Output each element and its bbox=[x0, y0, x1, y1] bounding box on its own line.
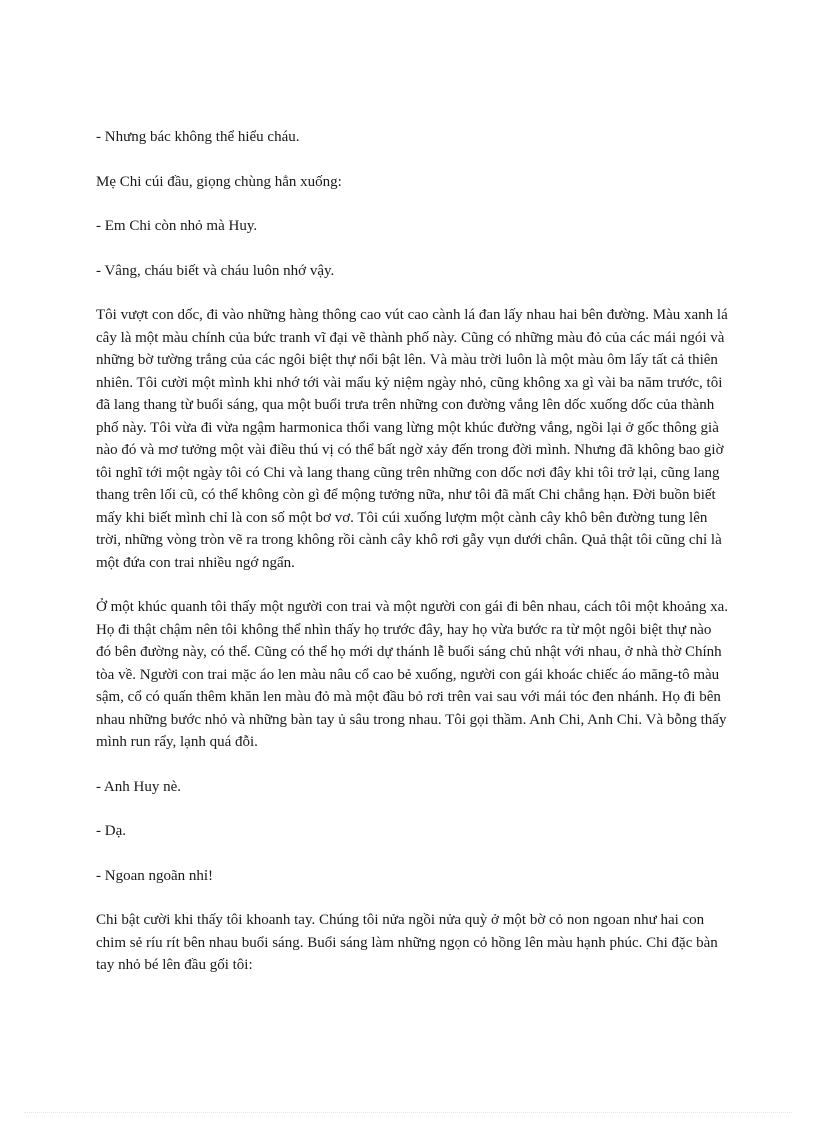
narrative-paragraph: Chi bật cười khi thấy tôi khoanh tay. Chúng tôi nửa ngồi nửa quỳ ở một bờ cỏ non ngoan như hai con chim sẻ ríu rít bên nhau buổi sáng. Buổi sáng làm những ngọn cỏ hồng lên màu hạnh phúc. Chi đặc bàn tay nhỏ bé lên đầu gối tôi: bbox=[96, 912, 718, 973]
dialogue-line: - Dạ. bbox=[96, 823, 126, 839]
dialogue-line: - Ngoan ngoãn nhỉ! bbox=[96, 867, 214, 884]
narration-line: Mẹ Chi cúi đầu, giọng chùng hẳn xuống: bbox=[96, 173, 342, 190]
dialogue-line: - Anh Huy nè. bbox=[96, 778, 181, 795]
narrative-paragraph: Tôi vượt con dốc, đi vào những hàng thông cao vút cao cành lá đan lấy nhau hai bên đường. Màu xanh lá cây là một màu chính của bức tranh vĩ đại vẽ thành phố này. Cũng có những màu đỏ của các mái ngói và những bờ tường trắng của các ngôi biệt thự nổi bật lên. Và màu trời luôn là một màu ôm lấy tất cả thiên nhiên. Tôi cười một mình khi nhớ tới vài mẩu kỷ niệm ngày nhỏ, cũng không xa gì vài ba năm trước, tôi đã lang thang từ buổi sáng, qua một buổi trưa trên những con đường vắng lên dốc xuống dốc của thành phố này. Tôi vừa đi vừa ngậm harmonica thổi vang lừng một khúc đường vắng, ngồi lại ở gốc thông già nào đó và mơ tưởng một vài điều thú vị có thể bất ngờ xảy đến trong đời mình. Nhưng đã không bao giờ tôi nghĩ tới một ngày tôi có Chi và lang thang cũng trên những con dốc nơi đây khi tôi trở lại, cũng lang thang trên lối cũ, có thể không còn gì để mộng tưởng nữa, như tôi đã mất Chi chẳng hạn. Đời buồn biết mấy khi biết mình chỉ là con số một bơ vơ. Tôi cúi xuống lượm một cành cây khô bên đường tung lên trời, những vòng tròn vẽ ra trong không rồi cành cây khô rơi gẫy vụn dưới chân. Quả thật tôi cũng chỉ là một đứa con trai nhiều ngớ ngẩn. bbox=[96, 307, 728, 571]
page-bottom-divider bbox=[24, 1112, 792, 1113]
document-body bbox=[96, 126, 728, 999]
dialogue-line: - Nhưng bác không thể hiểu cháu. bbox=[96, 129, 300, 145]
narrative-paragraph: Ở một khúc quanh tôi thấy một người con trai và một người con gái đi bên nhau, cách tôi một khoảng xa. Họ đi thật chậm nên tôi không thể nhìn thấy họ trước đây, hay họ vừa bước ra từ một ngôi biệt thự nào đó bên đường này, có thể. Cũng có thể họ mới dự thánh lễ buổi sáng chủ nhật với nhau, ở nhà thờ Chính tòa về. Người con trai mặc áo len màu nâu cổ cao bẻ xuống, người con gái khoác chiếc áo măng-tô màu sậm, cổ có quấn thêm khăn len màu đỏ mà một đầu bỏ rơi trên vai sau với mái tóc đen nhánh. Họ đi bên nhau những bước nhỏ và những bàn tay ủ sâu trong nhau. Tôi gọi thầm. Anh Chi, Anh Chi. Và bỗng thấy mình run rẩy, lạnh quá đỗi. bbox=[96, 599, 728, 750]
dialogue-line: - Em Chi còn nhỏ mà Huy. bbox=[96, 218, 258, 234]
dialogue-line: - Vâng, cháu biết và cháu luôn nhớ vậy. bbox=[96, 262, 335, 279]
